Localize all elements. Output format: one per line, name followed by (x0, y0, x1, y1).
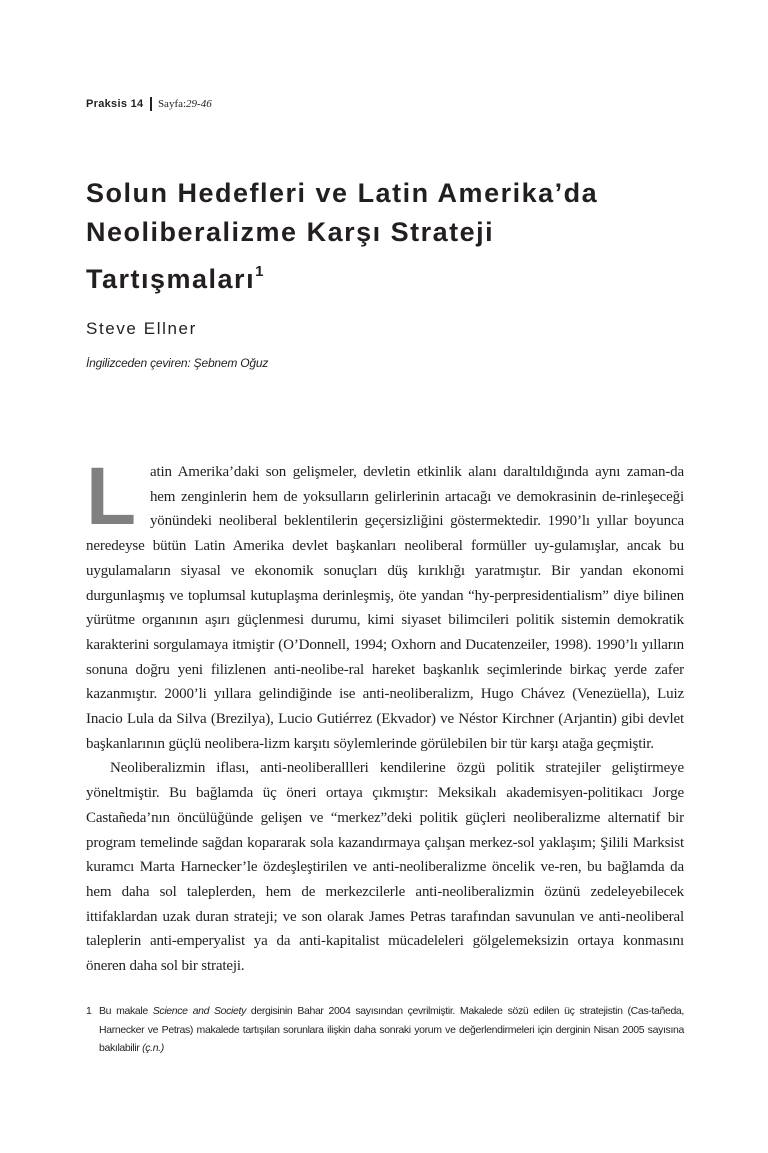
title-footnote-mark[interactable]: 1 (255, 263, 264, 280)
footnote-text (99, 1002, 684, 1058)
paragraph-2: Neoliberalizmin iflası, anti-neoliberallleri kendilerine özgü politik stratejiler geliştirmeye yöneltmiştir. Bu bağlamda üç öneri ortaya çıkmıştır: Meksikalı akademisyen-politikacı Jorge Castañeda’nın öncülüğünde gelişen ve “merkez”deki politik güçleri neoliberalizme alternatif bir program temelinde sağdan kopararak sola kazandırmaya çalışan merkez-sol yaklaşım; Şilili Marksist kuramcı Marta Harnecker’le özdeşleştirilen ve anti-neoliberalizme öncelik ve-ren, bu bağlamda da hem daha sol taleplerden, hem de merkezcilerle anti-neoliberalizmin özünü zedeleyebilecek ittifaklardan uzak duran strateji; ve son olarak James Petras tarafından savunulan ve anti-neoliberal taleplerin anti-emperyalist ya da anti-kapitalist mücadeleleri gölgelemeksizin ortaya konmasını öneren daha sol bir strateji. (86, 760, 684, 975)
paragraph-1-text: atin Amerika’daki son gelişmeler, devletin etkinlik alanı daraltıldığında aynı zaman-da hem zenginlerin hem de yoksulların gelirlerinin artacağı ve demokrasinin de-rinleşeceği yönündeki neoliberal beklentilerin geçersizliğini göstermektedir. 1990’lı yıllar boyunca neredeyse bütün Latin Amerika devlet başkanları neoliberal formüller uy-gulamışlar, ancak bu uygulamaların siyasal ve ekonomik sonuçları düş kırıklığı yaratmıştır. Bir yandan ekonomi durgunlaşmış ve toplumsal kutuplaşma derinleşmiş, öte yandan “hy-perpresidentialism” diye bilinen yürütme organının aşırı güçlenmesi durumu, kimi siyaset bilimcileri politik sistemin demokratik karakterini sorgulamaya itmiştir (O’Donnell, 1994; Oxhorn and Ducatenzeiler, 1998). 1990’lı yılların sonuna doğru yeni filizlenen anti-neolibe-ral hareket başkanlık seçimlerinde birkaç yerde zafer kazanmıştır. 2000’li yıllara gelindiğinde ise anti-neoliberalizm, Hugo Chávez (Venezüella), Luiz Inacio Lula da Silva (Brezilya), Lucio Gutiérrez (Ekvador) ve Néstor Kirchner (Arjantin) gibi devlet başkanlarının güçlü neolibera-lizm karşıtı söylemlerinde görülebilen bir tür karşı atağa geçmiştir. (86, 464, 684, 752)
footnote-number: 1 (86, 1005, 92, 1017)
article-title (86, 174, 706, 299)
title-line-3: Tartışmaları (86, 264, 256, 294)
pages-range: 29-46 (186, 98, 212, 110)
drop-cap: L (86, 451, 136, 542)
title-line-2: Neoliberalizme Karşı Strateji (86, 217, 495, 247)
running-header (86, 97, 212, 111)
translator-credit: İngilizceden çeviren: Şebnem Oğuz (86, 356, 269, 370)
footnote-text-before: Bu makale (99, 1005, 153, 1017)
footnote-text-after: dergisinin Bahar 2004 sayısından çevrilmiştir. Makalede sözü edilen üç stratejistin (Cas-tañeda, Harnecker ve Petras) makalede tartışılan sorunlara ilişkin daha sonraki yorum ve değerlendirmeleri için derginin Nisan 2005 sayısına bakılabilir (99, 1005, 684, 1054)
author-name: Steve Ellner (86, 319, 197, 338)
paragraph-1 (86, 451, 684, 756)
pages-label: Sayfa: (157, 98, 187, 110)
journal-issue: Praksis 14 (86, 98, 144, 110)
footnote (86, 1002, 684, 1058)
header-divider (150, 97, 152, 111)
article-body (86, 451, 684, 979)
title-line-1: Solun Hedefleri ve Latin Amerika’da (86, 178, 599, 208)
footnote-journal-name: Science and Society (152, 1005, 246, 1017)
footnote-translator-note: (ç.n.) (142, 1042, 164, 1054)
